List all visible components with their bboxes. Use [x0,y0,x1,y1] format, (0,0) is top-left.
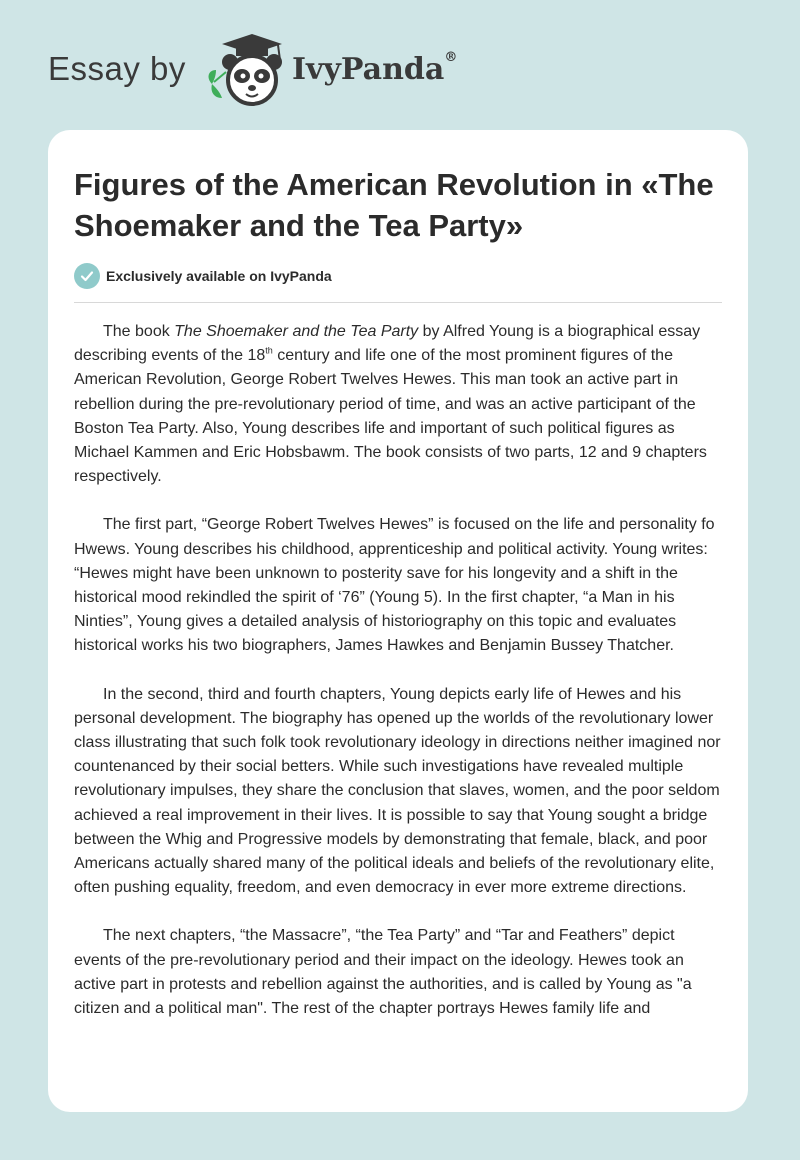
divider [74,302,722,303]
check-icon [74,263,100,289]
essay-title: Figures of the American Revolution in «The Shoemaker and the Tea Party» [74,167,714,243]
essay-card [48,130,748,1112]
paragraph-2: The first part, “George Robert Twelves Hewes” is focused on the life and personality fo Hwews. Young describes his childhood, apprenticeship and political activity. Young writes: “Hewes might have been unknown to posterity save for his longevity and a shift in the historical mood rekindled the spirit of ‘76” (Young 5). In the first chapter, “a Man in his Ninties”, Young gives a detailed analysis of historiography on this topic and evaluates historical works his two biographers, James Hawkes and Benjamin Bussey Thatcher. [74,516,715,655]
essay-body [74,320,726,1045]
paragraph-3: In the second, third and fourth chapters, Young depicts early life of Hewes and his personal development. The biography has opened up the worlds of the revolutionary lower class illustrating that such folk took revolutionary ideology in directions neither imagined nor countenanced by their social betters. While such investigations have revealed multiple revolutionary impulses, they share the conclusion that slaves, women, and the poor seldom achieved a real improvement in their lives. It is possible to say that Young sought a bridge between the Whig and Progressive models by demonstrating that female, black, and poor Americans actually shared many of the political ideals and beliefs of the revolutionary elite, often pushing equality, freedom, and even democracy in ever more extreme directions. [74,685,721,897]
paragraph-4: The next chapters, “the Massacre”, “the Tea Party” and “Tar and Feathers” depict events of the pre-revolutionary period and their impact on the ideology. Hewes took an active part in protests and rebellion against the authorities, and is called by Young as "a citizen and a political man". The rest of the chapter portrays Hewes family life and [74,927,692,1018]
site-header [0,0,800,130]
exclusive-label: Exclusively available on IvyPanda [106,268,332,284]
exclusive-badge [74,263,332,289]
brand-name[interactable]: IvyPanda® [292,50,458,87]
panda-logo-icon[interactable] [200,32,300,112]
registered-mark: ® [444,50,458,65]
book-title: The Shoemaker and the Tea Party [174,323,419,340]
paragraph-1: The book The Shoemaker and the Tea Party by Alfred Young is a biographical essay describing events of the 18th century and life one of the most prominent figures of the American Revolution, George Robert Twelves Hewes. This man took an active part in rebellion during the pre-revolutionary period of time, and was an active participant of the Boston Tea Party. Also, Young describes life and important of such political figures as Michael Kammen and Eric Hobsbawm. The book consists of two parts, 12 and 9 chapters respectively. [74,323,707,486]
brand-prefix: Essay by [48,50,186,87]
